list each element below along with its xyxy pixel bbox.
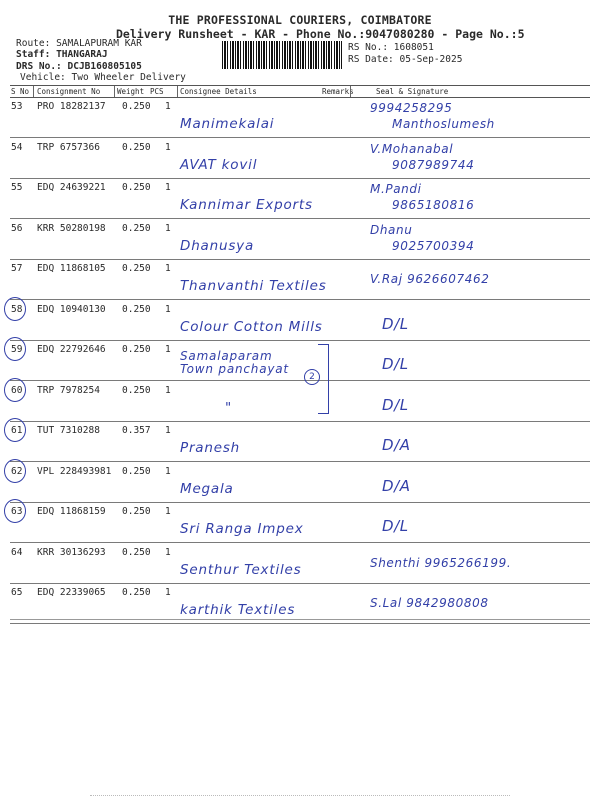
rs-date-value: 05-Sep-2025: [399, 54, 463, 65]
col-weight: Weight: [117, 87, 145, 96]
col-consignment: Consignment No: [37, 87, 101, 96]
row-sno: 61: [11, 425, 23, 436]
row-consignee-line2: Town panchayat: [180, 362, 289, 376]
row-consignee: Megala: [180, 480, 234, 497]
row-pcs: 1: [165, 101, 171, 112]
rs-date-line: RS Date: 05-Sep-2025: [348, 54, 463, 65]
row-pcs: 1: [165, 506, 171, 517]
route-line: Route: SAMALAPURAM KAR: [16, 38, 142, 49]
row-signature: D/A: [382, 476, 411, 495]
row-consignment-no: EDQ 11868159: [37, 506, 106, 517]
row-consignee: Dhanusya: [180, 237, 255, 254]
row-consignment-no: TUT 7310288: [37, 425, 100, 436]
table-row: [0, 584, 600, 624]
row-consignment-no: EDQ 24639221: [37, 182, 106, 193]
row-signature: 9994258295: [370, 101, 453, 115]
row-weight: 0.250: [122, 465, 151, 477]
row-consignee: Senthur Textiles: [180, 561, 302, 578]
row-signature: Shenthi 9965266199.: [370, 555, 512, 570]
runsheet-title: Delivery Runsheet - KAR - Phone No.:9047080280 - Page No.:5: [116, 27, 525, 41]
col-sno: S No: [11, 87, 30, 96]
row-signature: D/L: [382, 395, 409, 414]
table-row: [0, 341, 600, 381]
row-signature: S.Lal 9842980808: [370, 596, 489, 610]
row-consignee: ": [225, 399, 233, 416]
row-weight: 0.250: [122, 384, 151, 396]
row-weight: 0.250: [122, 546, 151, 558]
row-sno: 55: [11, 182, 23, 193]
staff-line: Staff: THANGARAJ: [16, 49, 108, 60]
row-consignee: Sri Ranga Impex: [180, 521, 304, 537]
row-consignee: Samalaparam: [180, 349, 273, 363]
staff-value: THANGARAJ: [56, 49, 108, 60]
row-weight: 0.250: [122, 587, 151, 598]
row-consignee: Manimekalai: [180, 116, 275, 132]
row-weight: 0.250: [122, 303, 151, 315]
row-sno: 62: [11, 465, 23, 477]
row-pcs: 1: [165, 587, 171, 598]
row-pcs: 1: [165, 182, 171, 193]
row-sno: 54: [11, 141, 23, 153]
table-bottom-rule: [10, 619, 590, 620]
table-row: [0, 220, 600, 260]
col-pcs: PCS: [150, 87, 164, 96]
vehicle-value: Two Wheeler Delivery: [71, 72, 186, 83]
row-weight: 0.250: [122, 506, 151, 517]
rs-no-value: 1608051: [393, 42, 434, 53]
col-consignee: Consignee Details: [180, 87, 257, 96]
row-consignment-no: EDQ 22339065: [37, 587, 106, 598]
row-signature: D/L: [382, 314, 409, 333]
row-signature: V.Raj 9626607462: [370, 272, 490, 286]
row-pcs: 1: [165, 465, 171, 477]
row-sno: 57: [11, 263, 23, 274]
row-pcs: 1: [165, 546, 171, 558]
table-row: [0, 544, 600, 584]
row-weight: 0.250: [122, 141, 151, 153]
row-signature: M.Pandi: [370, 182, 422, 196]
row-consignment-no: TRP 7978254: [37, 384, 100, 396]
row-weight: 0.250: [122, 182, 151, 193]
row-signature: V.Mohanabal: [370, 141, 454, 156]
row-signature-phone: Manthoslumesh: [392, 117, 495, 131]
row-consignment-no: EDQ 11868105: [37, 263, 106, 274]
page-footer-rule: [90, 795, 510, 796]
row-sno: 60: [11, 384, 23, 396]
row-signature: D/L: [382, 355, 409, 373]
row-consignment-no: PRO 18282137: [37, 101, 106, 112]
row-consignee: karthik Textiles: [180, 602, 296, 618]
row-consignment-no: KRR 50280198: [37, 222, 106, 234]
row-consignee: Colour Cotton Mills: [180, 318, 323, 335]
company-name: THE PROFESSIONAL COURIERS, COIMBATORE: [168, 13, 432, 27]
table-row: [0, 139, 600, 179]
row-sno: 63: [11, 506, 23, 517]
row-weight: 0.250: [122, 344, 151, 355]
table-row: [0, 463, 600, 503]
row-sno: 65: [11, 587, 23, 598]
row-pcs: 1: [165, 344, 171, 355]
col-seal-signature: Seal & Signature: [376, 87, 449, 96]
row-pcs: 1: [165, 263, 171, 274]
table-row: [0, 179, 600, 219]
row-sno: 58: [11, 303, 23, 315]
table-row: [0, 98, 600, 138]
row-consignment-no: EDQ 10940130: [37, 303, 106, 315]
row-consignee: Kannimar Exports: [180, 197, 313, 213]
row-consignment-no: EDQ 22792646: [37, 344, 106, 355]
vehicle-line: Vehicle: Two Wheeler Delivery: [20, 72, 186, 83]
row-signature: Dhanu: [370, 222, 413, 237]
rs-no-line: RS No.: 1608051: [348, 42, 434, 53]
table-row: [0, 260, 600, 300]
row-consignee: Pranesh: [180, 440, 241, 456]
group-mark: 2: [304, 369, 320, 385]
row-consignment-no: KRR 30136293: [37, 546, 106, 558]
row-pcs: 1: [165, 222, 171, 234]
row-weight: 0.250: [122, 101, 151, 112]
table-top-rule: [10, 85, 590, 86]
table-row: [0, 382, 600, 422]
row-signature-phone: 9865180816: [392, 198, 475, 212]
row-weight: 0.357: [122, 425, 151, 436]
row-consignee: AVAT kovil: [180, 156, 258, 173]
drs-value: DCJB160805105: [67, 61, 142, 72]
row-weight: 0.250: [122, 263, 151, 274]
table-row: [0, 301, 600, 341]
row-consignment-no: TRP 6757366: [37, 141, 100, 153]
table-row: [0, 503, 600, 543]
row-pcs: 1: [165, 303, 171, 315]
row-consignment-no: VPL 228493981: [37, 465, 112, 477]
route-value: SAMALAPURAM KAR: [56, 38, 142, 49]
col-remarks: Remarks: [322, 87, 354, 96]
drs-line: DRS No.: DCJB160805105: [16, 61, 142, 72]
row-weight: 0.250: [122, 222, 151, 234]
barcode: [222, 41, 342, 69]
row-signature: D/A: [382, 436, 411, 454]
table-row: [0, 422, 600, 462]
row-signature-phone: 9087989744: [392, 157, 475, 172]
row-sno: 59: [11, 344, 23, 355]
row-signature: D/L: [382, 517, 409, 535]
row-signature-phone: 9025700394: [392, 238, 475, 253]
row-pcs: 1: [165, 425, 171, 436]
row-sno: 53: [11, 101, 23, 112]
row-sno: 64: [11, 546, 23, 558]
row-pcs: 1: [165, 384, 171, 396]
row-consignee: Thanvanthi Textiles: [180, 278, 327, 294]
row-pcs: 1: [165, 141, 171, 153]
row-sno: 56: [11, 222, 23, 234]
